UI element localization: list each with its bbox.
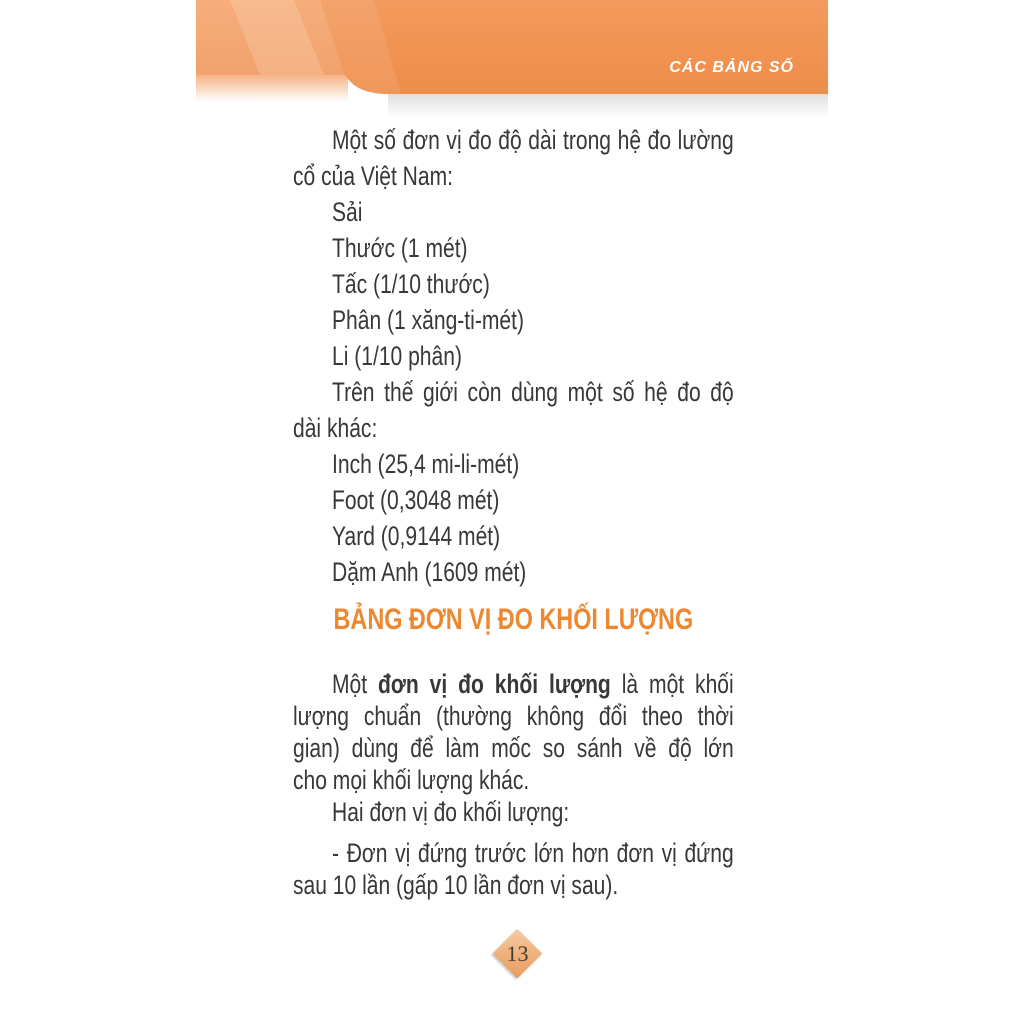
mass-units-section <box>293 668 734 901</box>
text-line: lượng chuẩn (thường không đổi theo thời <box>293 701 734 731</box>
page-number: 13 <box>506 941 529 966</box>
text-span: là một khối <box>610 669 734 699</box>
text-line: - Đơn vị đứng trước lớn hơn đơn vị đứng <box>332 838 734 868</box>
length-units-section <box>293 122 734 590</box>
bold-term: đơn vị đo khối lượng <box>378 669 611 699</box>
text-column <box>293 0 734 1024</box>
section-heading: BẢNG ĐƠN VỊ ĐO KHỐI LƯỢNG <box>333 603 694 636</box>
text-line: sau 10 lần (gấp 10 lần đơn vị sau). <box>293 870 619 900</box>
page-number-badge <box>493 929 542 978</box>
unit-line: Tấc (1/10 thước) <box>332 269 490 299</box>
text-span: Một <box>332 669 379 699</box>
unit-line: Phân (1 xăng-ti-mét) <box>332 305 524 335</box>
text-line: dài khác: <box>293 413 378 443</box>
text-line: gian) dùng để làm mốc so sánh về độ lớn <box>293 733 734 763</box>
text-line: Hai đơn vị đo khối lượng: <box>332 797 570 827</box>
unit-line: Li (1/10 phân) <box>332 341 462 371</box>
text-line: Trên thế giới còn dùng một số hệ đo độ <box>332 377 734 407</box>
unit-line: Sải <box>332 197 363 227</box>
text-line: Một số đơn vị đo độ dài trong hệ đo lường <box>332 125 734 155</box>
unit-line: Yard (0,9144 mét) <box>332 521 501 551</box>
unit-line: Inch (25,4 mi-li-mét) <box>332 449 520 479</box>
unit-line: Foot (0,3048 mét) <box>332 485 500 515</box>
text-line: cổ của Việt Nam: <box>293 161 453 191</box>
text-line <box>293 668 734 700</box>
unit-line: Thước (1 mét) <box>332 233 468 263</box>
header-title: CÁC BẢNG SỐ <box>669 59 794 76</box>
unit-line: Dặm Anh (1609 mét) <box>332 557 527 587</box>
text-line: cho mọi khối lượng khác. <box>293 765 530 795</box>
